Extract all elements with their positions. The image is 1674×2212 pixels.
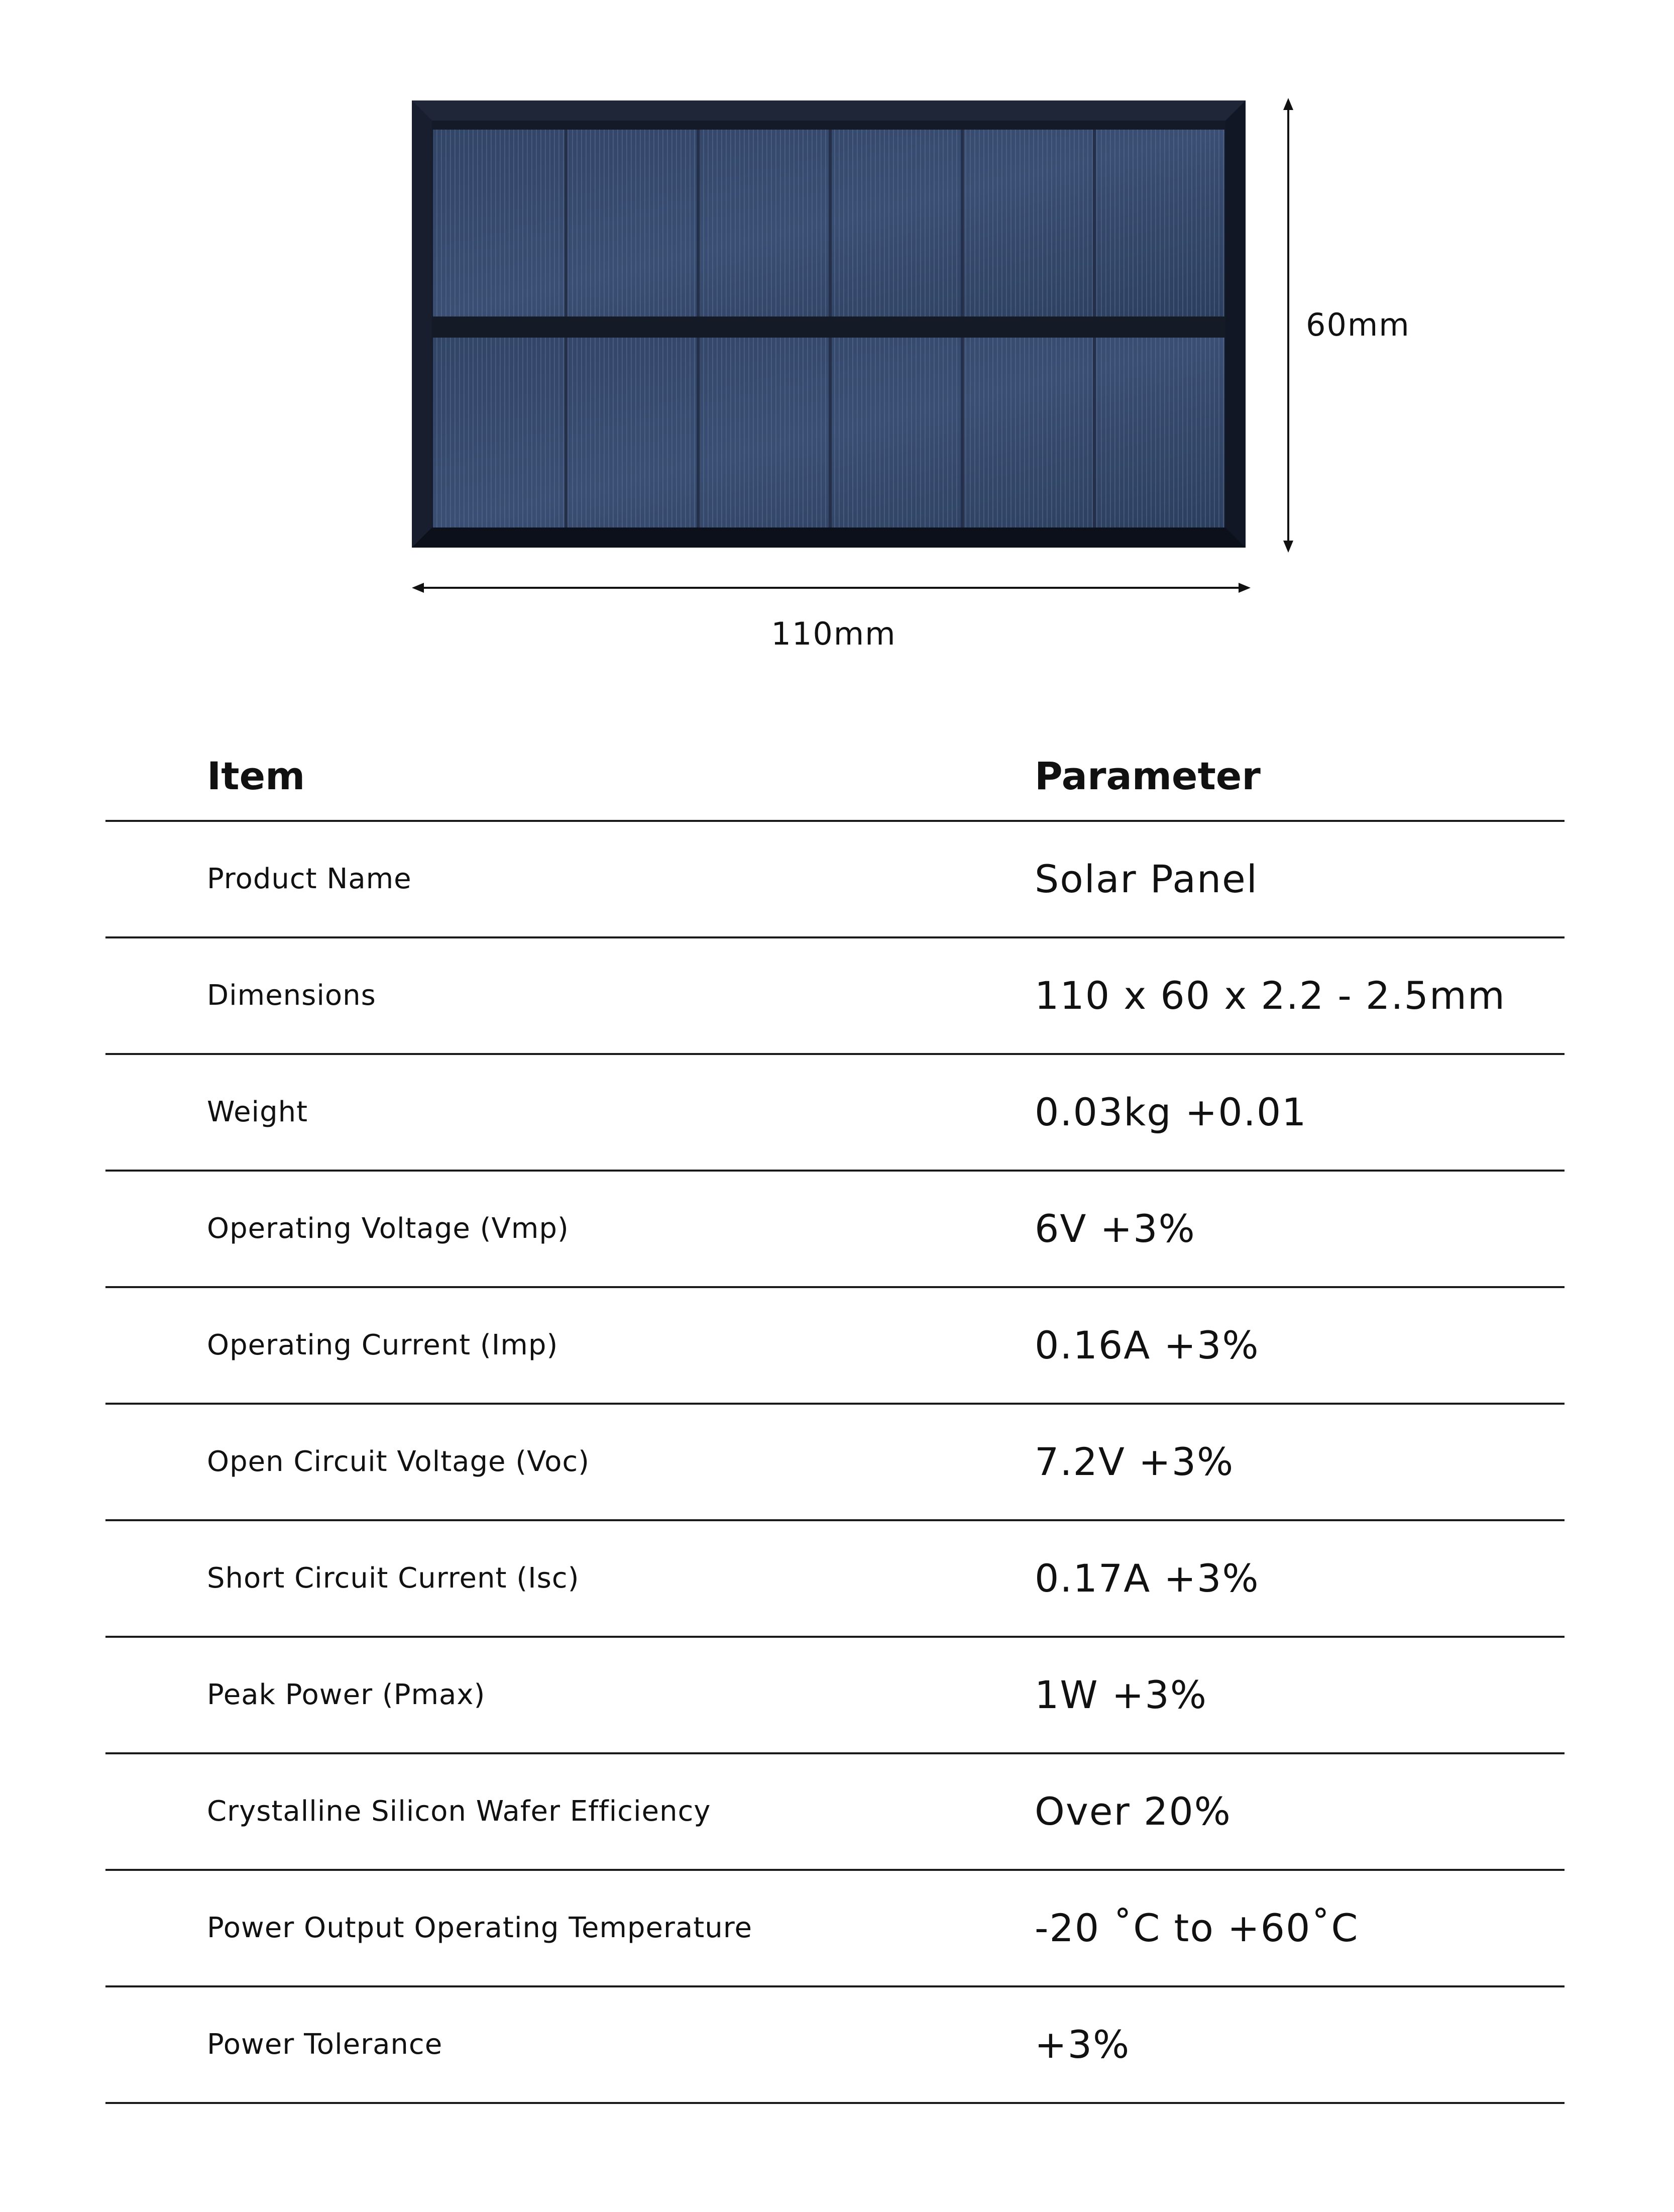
row-parameter-value: -20 ˚C to +60˚C — [1035, 1906, 1359, 1950]
height-dimension-label: 60mm — [1306, 306, 1410, 343]
solar-panel-illustration — [412, 100, 1246, 548]
row-parameter-value: 1W +3% — [1035, 1672, 1207, 1717]
table-row — [105, 1288, 1565, 1405]
table-row — [105, 1754, 1565, 1871]
row-item-label: Operating Current (Imp) — [207, 1329, 559, 1361]
table-row — [105, 1172, 1565, 1288]
table-row — [105, 1638, 1565, 1754]
row-parameter-value: 0.03kg +0.01 — [1035, 1090, 1307, 1134]
row-parameter-value: 7.2V +3% — [1035, 1439, 1235, 1484]
row-item-label: Short Circuit Current (Isc) — [207, 1562, 580, 1595]
specification-table — [105, 744, 1565, 2104]
height-dimension-arrow — [1278, 98, 1298, 553]
row-parameter-value: +3% — [1035, 2022, 1131, 2067]
row-item-label: Weight — [207, 1096, 308, 1128]
row-parameter-value: Over 20% — [1035, 1789, 1232, 1834]
table-row — [105, 1521, 1565, 1638]
width-dimension-label: 110mm — [771, 615, 897, 652]
table-row — [105, 1871, 1565, 1987]
width-dimension-arrow — [412, 580, 1251, 595]
row-item-label: Peak Power (Pmax) — [207, 1678, 486, 1711]
row-item-label: Power Output Operating Temperature — [207, 1912, 752, 1944]
row-item-label: Operating Voltage (Vmp) — [207, 1212, 569, 1245]
table-header — [105, 744, 1565, 822]
row-item-label: Dimensions — [207, 979, 376, 1012]
row-item-label: Product Name — [207, 863, 412, 895]
row-parameter-value: 0.17A +3% — [1035, 1556, 1260, 1601]
row-parameter-value: 6V +3% — [1035, 1206, 1196, 1251]
row-parameter-value: Solar Panel — [1035, 857, 1258, 901]
row-item-label: Open Circuit Voltage (Voc) — [207, 1445, 590, 1478]
row-parameter-value: 110 x 60 x 2.2 - 2.5mm — [1035, 973, 1506, 1018]
item-column-header: Item — [207, 754, 305, 798]
table-row — [105, 938, 1565, 1055]
table-row — [105, 1987, 1565, 2104]
row-item-label: Crystalline Silicon Wafer Efficiency — [207, 1795, 711, 1828]
parameter-column-header: Parameter — [1035, 754, 1261, 798]
row-parameter-value: 0.16A +3% — [1035, 1323, 1260, 1367]
row-item-label: Power Tolerance — [207, 2028, 443, 2061]
table-row — [105, 822, 1565, 938]
table-row — [105, 1055, 1565, 1172]
solar-panel-image — [412, 100, 1246, 548]
table-row — [105, 1405, 1565, 1521]
